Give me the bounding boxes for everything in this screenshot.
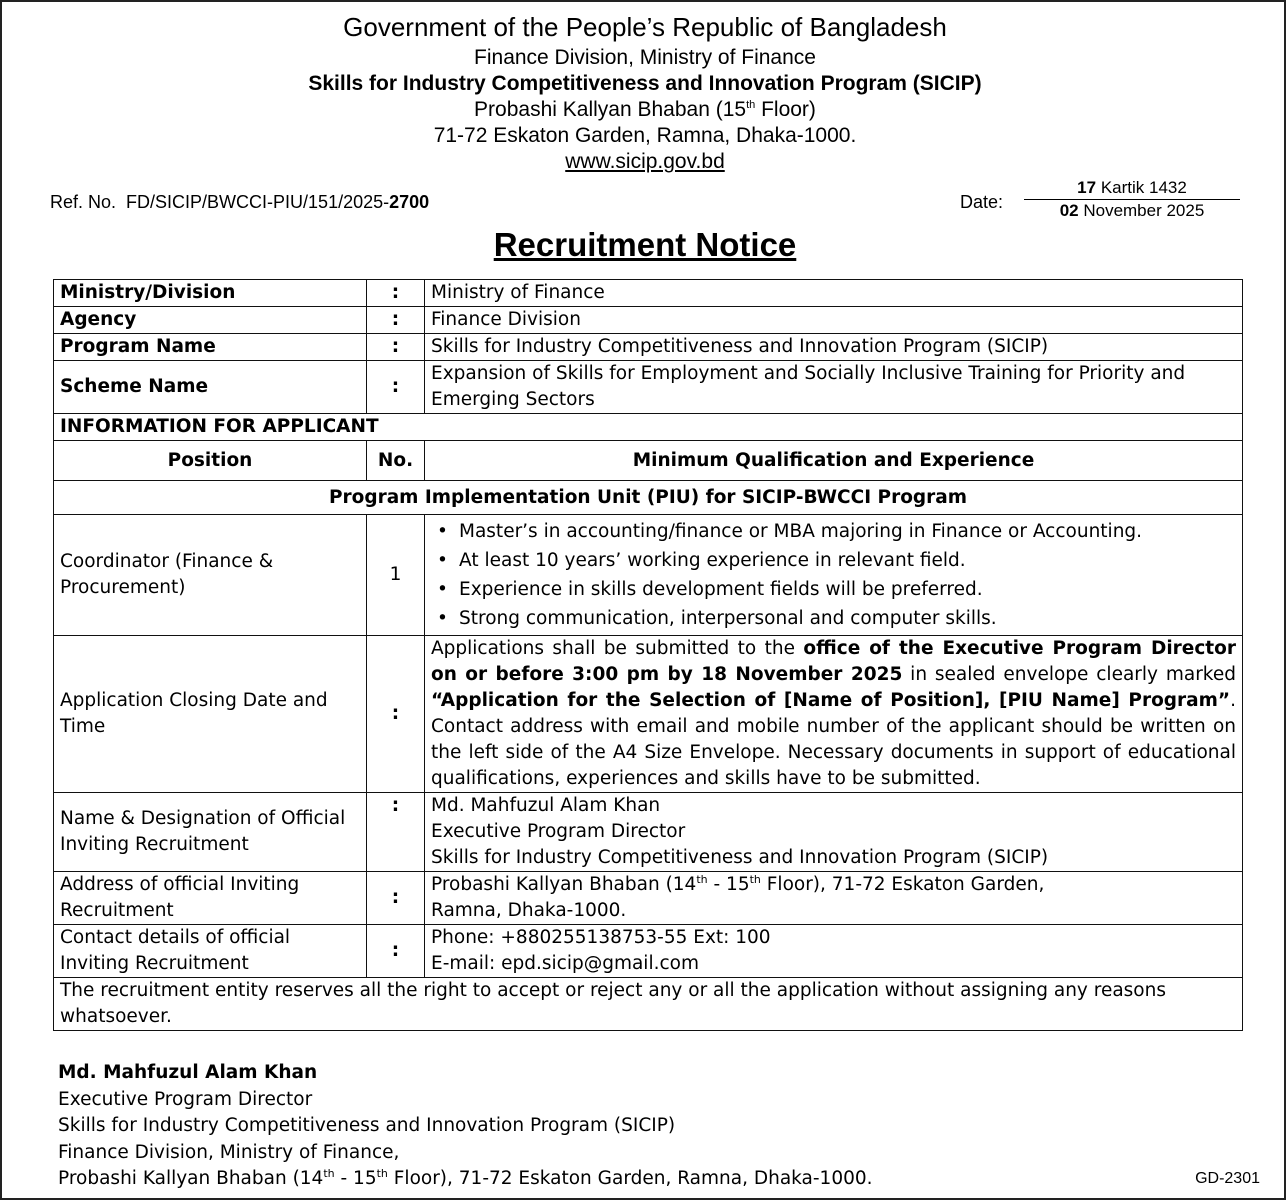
signature-block [58,1060,873,1193]
info-row-ministry [54,280,1243,307]
signature-name: Md. Mahfuzul Alam Khan [58,1062,318,1083]
unit-heading-row [54,481,1243,515]
division-heading: Finance Division, Ministry of Finance [474,46,816,69]
info-colon: : [367,280,425,307]
requirements-list [431,517,1236,633]
official-designation: Executive Program Director [431,821,686,842]
contact-colon: : [367,925,425,978]
official-label: Name & Designation of Official Inviting Recruitment [54,793,367,872]
signature-designation: Executive Program Director [58,1088,313,1110]
info-label: Ministry/Division [54,280,367,307]
bangla-date: 17 Kartik 1432 [1024,178,1240,200]
position-title: Coordinator (Finance & Procurement) [54,515,367,636]
program-heading: Skills for Industry Competitiveness and Innovation Program (SICIP) [308,72,982,95]
gd-number: GD-2301 [1195,1170,1260,1187]
column-header-row [54,441,1243,481]
info-value: Ministry of Finance [425,280,1243,307]
position-count: 1 [367,515,425,636]
requirement-item: • Experience in skills development fields will be preferred. [459,575,1236,604]
info-colon: : [367,334,425,361]
info-value: Expansion of Skills for Employment and Socially Inclusive Training for Priority and Emerging Sectors [425,361,1243,414]
official-name: Md. Mahfuzul Alam Khan [431,795,661,816]
info-row-program [54,334,1243,361]
contact-row [54,925,1243,978]
requirement-item: • Strong communication, interpersonal and computer skills. [459,604,1236,633]
date-label: Date: [960,192,1004,212]
contact-details [425,925,1243,978]
official-details [425,793,1243,872]
official-program: Skills for Industry Competitiveness and Innovation Program (SICIP) [431,847,1049,868]
info-value: Finance Division [425,307,1243,334]
signature-address: Probashi Kallyan Bhaban (14th - 15th Floor), 71-72 Eskaton Garden, Ramna, Dhaka-1000. [58,1166,873,1189]
page-title: Recruitment Notice [493,226,797,263]
info-colon: : [367,361,425,414]
address-row [54,872,1243,925]
signature-program: Skills for Industry Competitiveness and Innovation Program (SICIP) [58,1115,676,1136]
address-label: Address of official Inviting Recruitment [54,872,367,925]
disclaimer-row [54,978,1243,1031]
english-date: 02 November 2025 [1059,201,1205,220]
signature-division: Finance Division, Ministry of Finance, [58,1141,400,1163]
building-heading: Probashi Kallyan Bhaban (15th Floor) [474,98,816,121]
unit-heading: Program Implementation Unit (PIU) for SICIP-BWCCI Program [54,481,1243,515]
website-link[interactable]: www.sicip.gov.bd [565,150,725,173]
government-heading: Government of the People’s Republic of Bangladesh [343,12,947,42]
address-colon: : [367,872,425,925]
applicant-heading-row [54,414,1243,441]
closing-text: Applications shall be submitted to the office of the Executive Program Director on or before 3:00 pm by 18 November 2025 in sealed envelope clearly marked “Application for the Selection of [Name of Position], [PIU Name] Program”. Contact address with email and mobile number of the applicant should be written on the left side of the A4 Size Envelope. Necessary documents in support of educational qualifications, experiences and skills have to be submitted. [425,636,1243,793]
column-header-position: Position [54,441,367,481]
contact-label: Contact details of official Inviting Recruitment [54,925,367,978]
reference-number: Ref. No. FD/SICIP/BWCCI-PIU/151/2025-2700 [50,192,430,212]
contact-email[interactable]: E-mail: epd.sicip@gmail.com [431,953,699,974]
date-block [1024,178,1240,222]
info-label: Agency [54,307,367,334]
closing-row [54,636,1243,793]
requirements-cell [425,515,1243,636]
column-header-no: No. [367,441,425,481]
info-label: Scheme Name [54,361,367,414]
info-row-scheme [54,361,1243,414]
info-row-agency [54,307,1243,334]
requirement-item: • Master’s in accounting/finance or MBA majoring in Finance or Accounting. [459,517,1236,546]
info-colon: : [367,307,425,334]
closing-label: Application Closing Date and Time [54,636,367,793]
column-header-qualification: Minimum Qualification and Experience [425,441,1243,481]
official-colon: : [367,793,425,872]
applicant-heading: INFORMATION FOR APPLICANT [54,414,1243,441]
disclaimer: The recruitment entity reserves all the right to accept or reject any or all the application without assigning any reasons whatsoever. [54,978,1243,1031]
official-row [54,793,1243,872]
requirement-item: • At least 10 years’ working experience in relevant field. [459,546,1236,575]
address-details: Probashi Kallyan Bhaban (14th - 15th Floor), 71-72 Eskaton Garden, Ramna, Dhaka-1000. [425,872,1243,925]
info-value: Skills for Industry Competitiveness and Innovation Program (SICIP) [425,334,1243,361]
position-row [54,515,1243,636]
address-heading: 71-72 Eskaton Garden, Ramna, Dhaka-1000. [433,124,857,147]
recruitment-table [53,279,1243,1031]
closing-colon: : [367,636,425,793]
contact-phone: Phone: +880255138753-55 Ext: 100 [431,927,771,948]
info-label: Program Name [54,334,367,361]
